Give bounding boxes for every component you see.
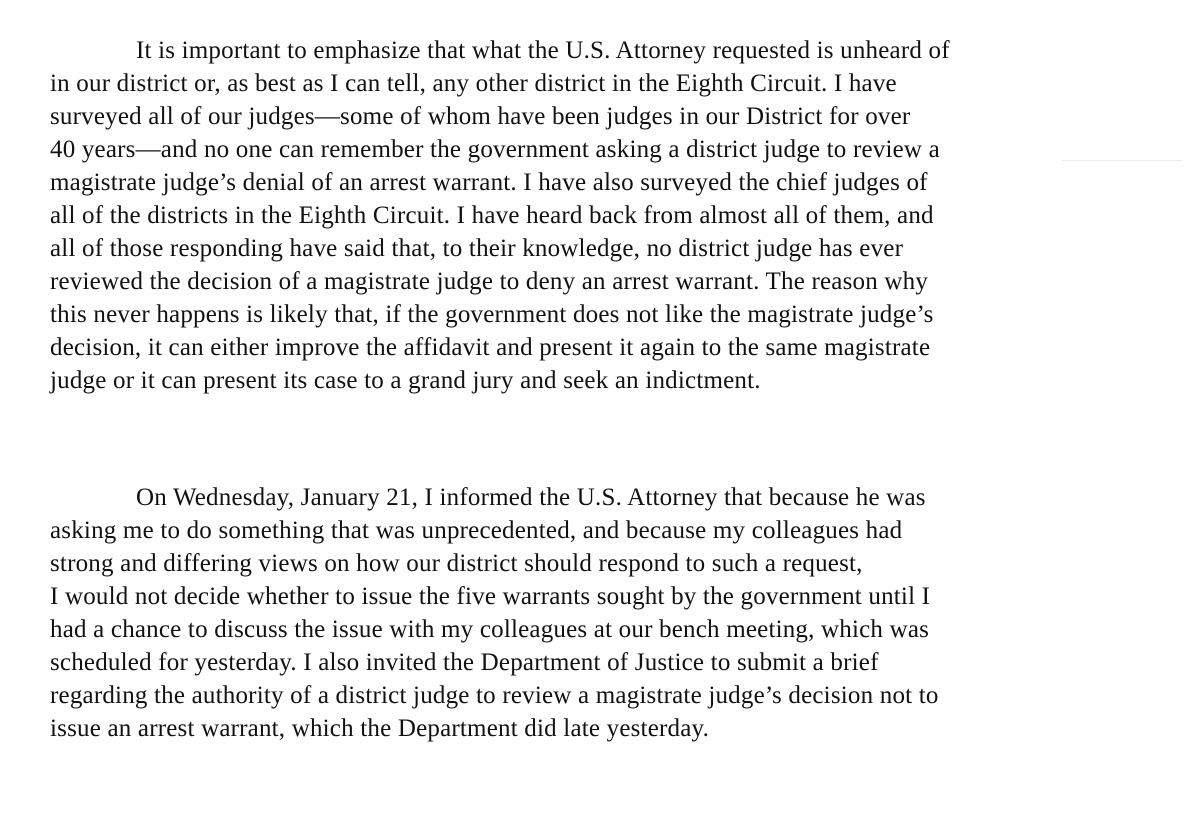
text-line: decision, it can either improve the affidavit and present it again to the same magistrate: [50, 334, 931, 361]
text-line: regarding the authority of a district judge to review a magistrate judge’s decision not to: [50, 682, 939, 709]
paragraph-survey-of-judges: [50, 34, 950, 397]
text-line: asking me to do something that was unprecedented, and because my colleagues had: [50, 517, 903, 544]
paragraph-january-21-decision: [50, 481, 939, 745]
text-line: in our district or, as best as I can tell, any other district in the Eighth Circuit. I have: [50, 70, 897, 97]
text-line: had a chance to discuss the issue with my colleagues at our bench meeting, which was: [50, 616, 930, 643]
text-line: strong and differing views on how our district should respond to such a request,: [50, 550, 863, 577]
text-line: 40 years—and no one can remember the government asking a district judge to review a: [50, 136, 940, 163]
text-line: reviewed the decision of a magistrate judge to deny an arrest warrant. The reason why: [50, 268, 929, 295]
text-line: judge or it can present its case to a grand jury and seek an indictment.: [50, 367, 761, 394]
text-line: magistrate judge’s denial of an arrest warrant. I have also surveyed the chief judges of: [50, 169, 928, 196]
text-line: all of the districts in the Eighth Circuit. I have heard back from almost all of them, and: [50, 202, 934, 229]
text-line: all of those responding have said that, to their knowledge, no district judge has ever: [50, 235, 904, 262]
text-line: I would not decide whether to issue the five warrants sought by the government until I: [50, 583, 931, 610]
text-line: issue an arrest warrant, which the Department did late yesterday.: [50, 715, 710, 742]
scan-artifact-line: [1062, 160, 1182, 161]
text-line: this never happens is likely that, if the government does not like the magistrate judge’s: [50, 301, 934, 328]
text-line: It is important to emphasize that what the U.S. Attorney requested is unheard of: [136, 37, 950, 64]
text-line: surveyed all of our judges—some of whom have been judges in our District for over: [50, 103, 911, 130]
text-line: scheduled for yesterday. I also invited the Department of Justice to submit a brief: [50, 649, 879, 676]
text-line: On Wednesday, January 21, I informed the U.S. Attorney that because he was: [136, 484, 926, 511]
